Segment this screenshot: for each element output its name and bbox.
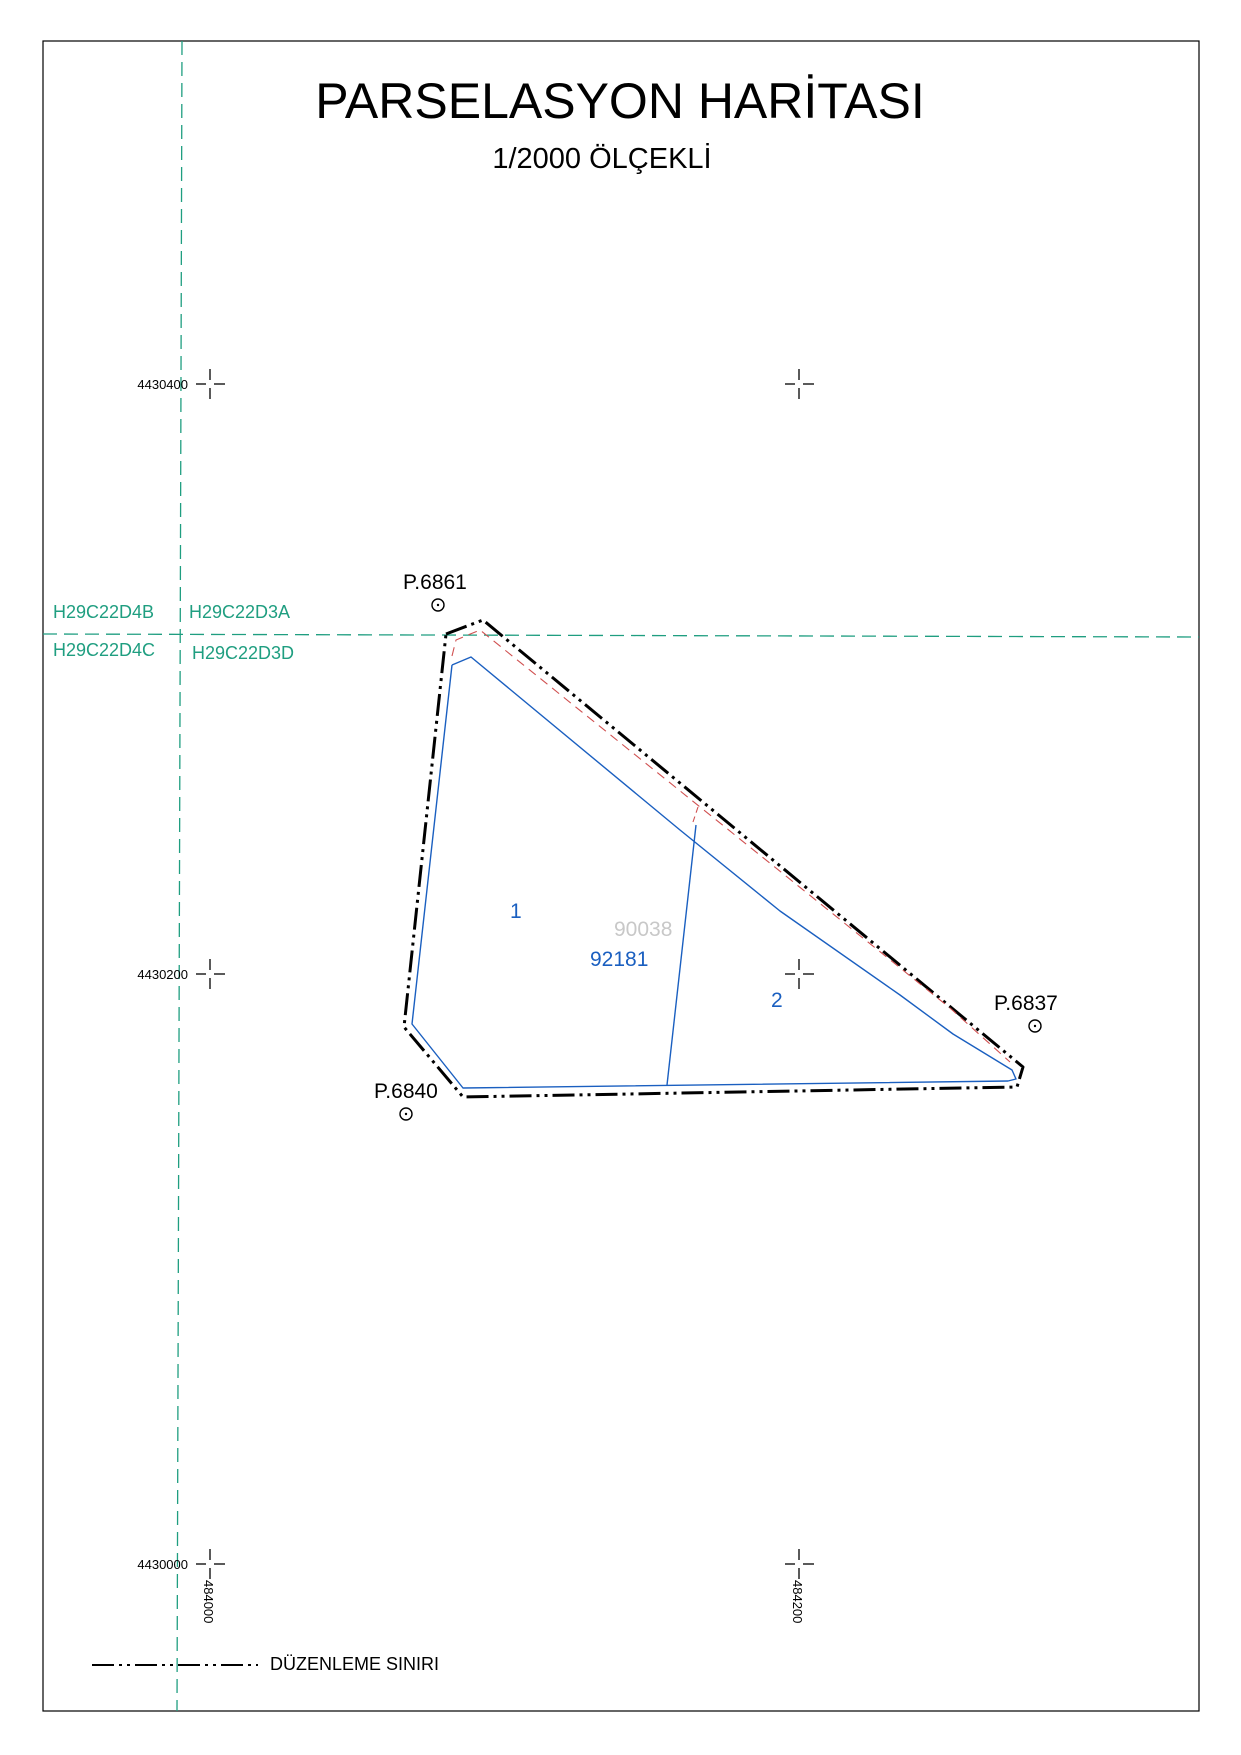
easting-label: 484200 [790, 1580, 805, 1624]
grid-cross [196, 369, 225, 399]
survey-point-label: P.6840 [374, 1080, 438, 1103]
survey-point-label: P.6837 [994, 992, 1058, 1015]
parcel-number-2: 2 [771, 989, 783, 1012]
parcel-outline [412, 657, 1016, 1088]
road-line [693, 807, 698, 822]
parcel-division-line [667, 825, 696, 1085]
parcel-number-1: 1 [510, 900, 522, 923]
grid-cross [785, 369, 814, 399]
old-block-label: 90038 [614, 918, 673, 941]
regulation-boundary [404, 620, 1023, 1097]
survey-point-marker [1029, 1020, 1041, 1032]
map-scale-subtitle: 1/2000 ÖLÇEKLİ [492, 143, 712, 175]
legend-label: DÜZENLEME SINIRI [270, 1654, 440, 1674]
grid-cross [785, 959, 814, 989]
survey-point-marker [400, 1108, 412, 1120]
sheet-label-top-left: H29C22D4B [53, 602, 155, 622]
northing-label: 4430400 [137, 377, 188, 392]
grid-cross [785, 1549, 814, 1579]
northing-label: 4430200 [137, 967, 188, 982]
block-number-label: 92181 [590, 948, 649, 971]
easting-label: 484000 [201, 1580, 216, 1624]
sheet-label-bottom-right: H29C22D3D [192, 643, 295, 663]
sheet-label-bottom-left: H29C22D4C [53, 640, 156, 660]
sheet-label-top-right: H29C22D3A [189, 602, 291, 622]
grid-cross [196, 959, 225, 989]
survey-point-marker [432, 599, 444, 611]
sheet-boundary-horizontal [43, 634, 1199, 637]
survey-point-label: P.6861 [403, 571, 467, 594]
sheet-boundary-vertical [177, 41, 182, 1711]
grid-cross [196, 1549, 225, 1579]
road-line [452, 630, 1010, 1062]
map-title: PARSELASYON HARİTASI [315, 73, 925, 129]
northing-label: 4430000 [137, 1557, 188, 1572]
map-frame [43, 41, 1199, 1711]
